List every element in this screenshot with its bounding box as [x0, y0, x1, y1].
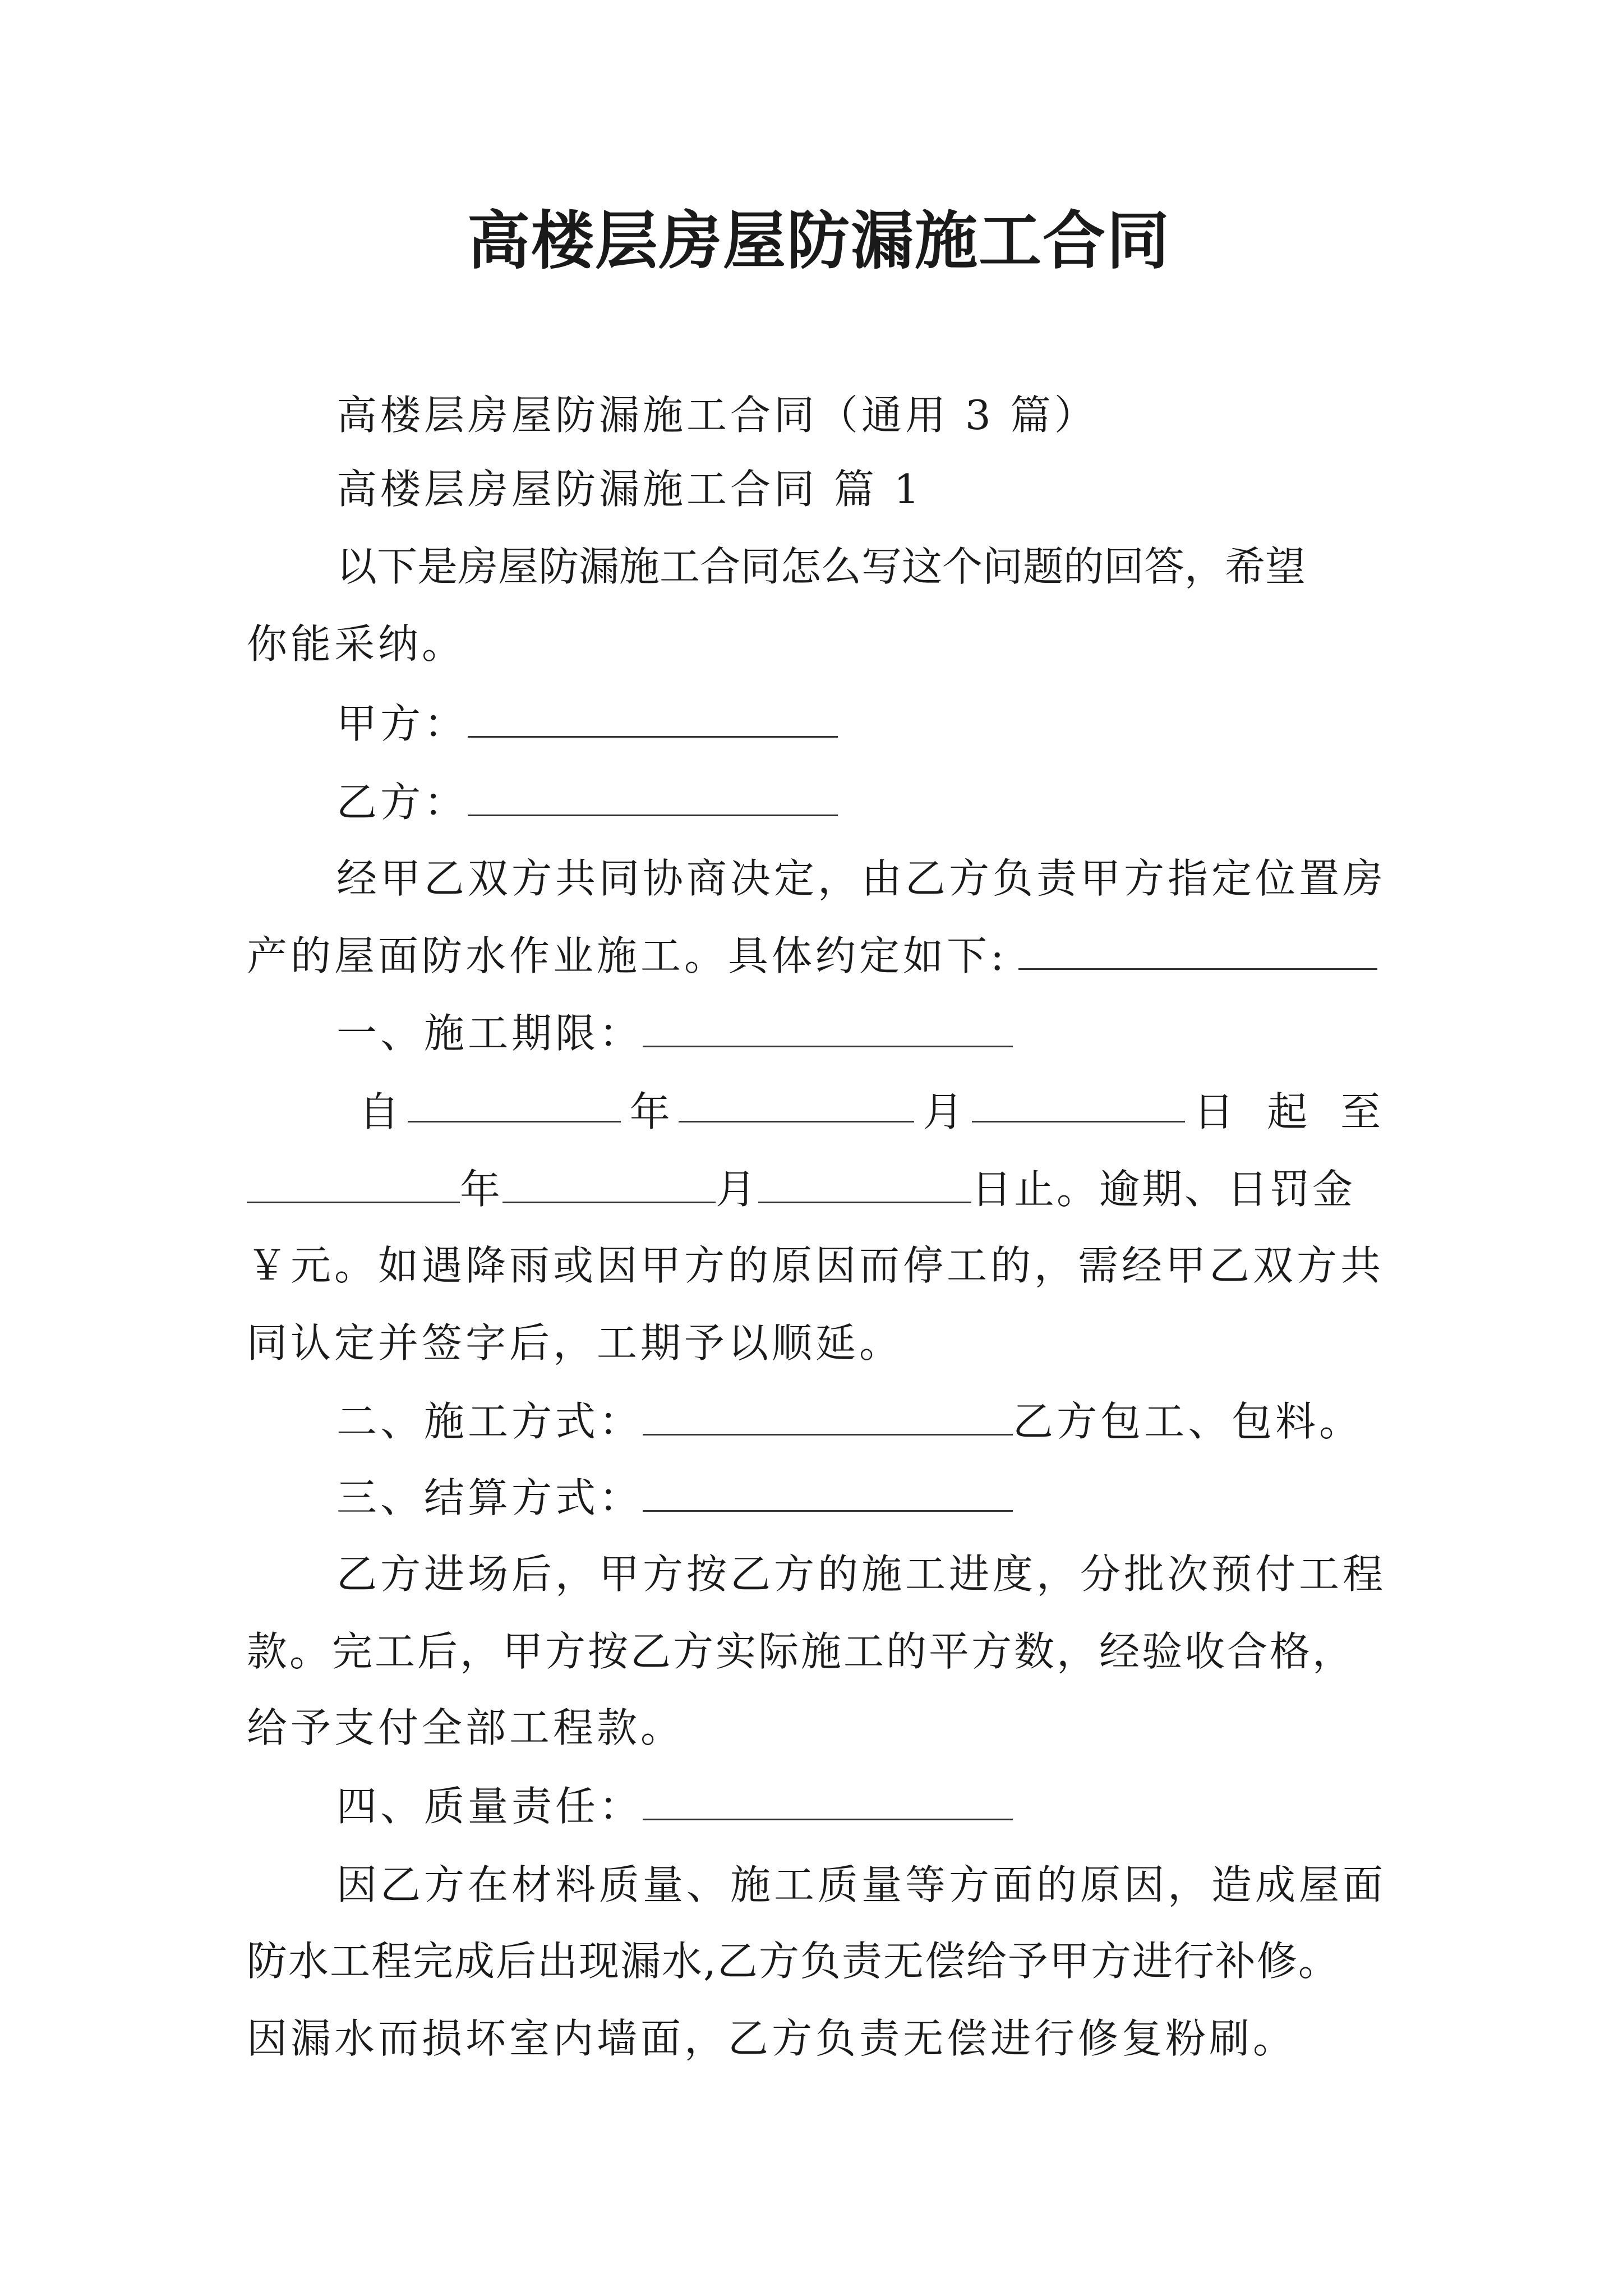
clause4-blank — [643, 1782, 1013, 1820]
end-month-label: 月 — [716, 1166, 759, 1213]
clause3-blank — [643, 1473, 1013, 1512]
agreement-line-1: 经甲乙双方共同协商决定，由乙方负责甲方指定位置房 — [336, 855, 1387, 902]
quality-line-2: 防水工程完成后出现漏水,乙方负责无偿给予甲方进行补修。 — [247, 1938, 1340, 1985]
subtitle: 高楼层房屋防漏施工合同（通用 3 篇） — [336, 392, 1098, 439]
clause4-title: 四、质量责任： — [336, 1783, 643, 1830]
payment-line-3: 给予支付全部工程款。 — [247, 1704, 685, 1751]
party-a-blank — [468, 699, 838, 738]
intro-line-2: 你能采纳。 — [247, 620, 466, 668]
clause2-title: 二、施工方式： — [336, 1398, 643, 1445]
party-a-label: 甲方： — [336, 700, 468, 747]
clause3-line — [247, 1470, 1391, 1526]
start-day-label: 日 起 至 — [1193, 1088, 1391, 1135]
clause4-line — [247, 1778, 1391, 1834]
end-day-text: 日止。逾期、日罚金 — [971, 1166, 1355, 1213]
section-heading: 高楼层房屋防漏施工合同 篇 1 — [336, 466, 923, 513]
clause1-title: 一、施工期限： — [336, 1010, 643, 1057]
clause1-line — [247, 1005, 1391, 1061]
start-month-label: 月 — [923, 1088, 963, 1135]
start-year-blank — [408, 1084, 621, 1122]
start-year-label: 年 — [629, 1088, 670, 1135]
quality-line-1: 因乙方在材料质量、施工质量等方面的原因，造成屋面 — [336, 1861, 1387, 1908]
agreement-line-2 — [247, 928, 1391, 984]
clause2-text: 乙方包工、包料。 — [1013, 1398, 1363, 1445]
clause2-blank — [643, 1397, 1013, 1435]
intro-text-1: 以下是房屋防漏施工合同怎么写这个问题的回答，希望 — [336, 543, 1306, 590]
penalty-line-2: 同认定并签字后，工期予以顺延。 — [247, 1319, 903, 1366]
agreement-blank — [1018, 931, 1377, 970]
clause3-title: 三、结算方式： — [336, 1474, 643, 1521]
party-a-line — [247, 696, 1391, 752]
end-month-blank — [502, 1165, 716, 1203]
start-month-blank — [679, 1084, 914, 1122]
clause1-blank — [643, 1009, 1013, 1047]
document-title: 高楼层房屋防漏施工合同 — [467, 204, 1170, 278]
end-year-blank — [247, 1165, 460, 1203]
end-day-blank — [758, 1165, 971, 1203]
party-b-line — [247, 774, 1391, 830]
date-from-line — [247, 1084, 1391, 1140]
party-b-label: 乙方： — [336, 779, 468, 826]
end-year-label: 年 — [460, 1166, 503, 1213]
clause2-line — [247, 1393, 1391, 1450]
start-day-blank — [972, 1084, 1185, 1122]
quality-line-3: 因漏水而损坏室内墙面，乙方负责无偿进行修复粉刷。 — [247, 2015, 1297, 2062]
intro-line-1 — [247, 539, 1391, 595]
payment-line-2: 款。完工后，甲方按乙方实际施工的平方数，经验收合格， — [247, 1628, 1355, 1675]
party-b-blank — [468, 777, 838, 816]
agreement-text-2: 产的屋面防水作业施工。具体约定如下: — [247, 932, 1008, 979]
date-from-label: 自 — [359, 1088, 400, 1135]
penalty-line-1: ￥元。如遇降雨或因甲方的原因而停工的，需经甲乙双方共 — [247, 1242, 1385, 1289]
date-to-line — [247, 1161, 1391, 1217]
payment-line-1: 乙方进场后，甲方按乙方的施工进度，分批次预付工程 — [336, 1550, 1387, 1598]
